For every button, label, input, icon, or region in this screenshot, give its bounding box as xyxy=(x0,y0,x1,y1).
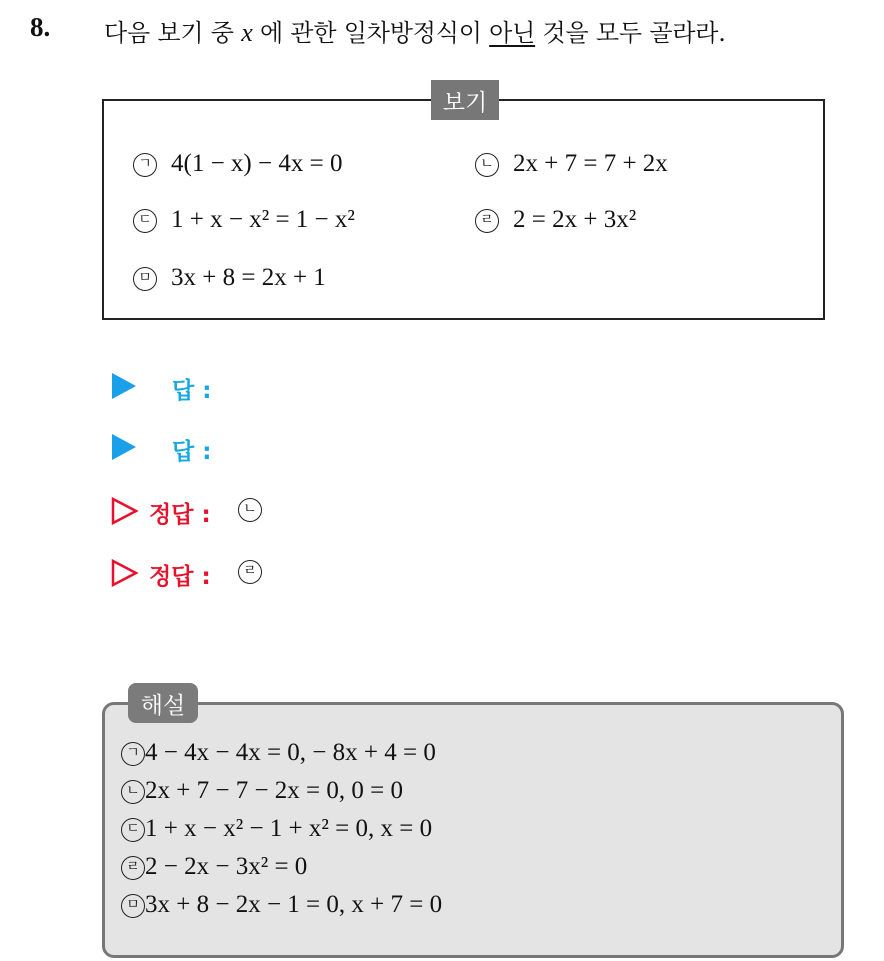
explanation-line xyxy=(121,853,307,881)
play-triangle-icon xyxy=(112,373,136,399)
explanation-line xyxy=(121,891,442,919)
question-underlined-word: 아닌 xyxy=(489,19,536,47)
circled-letter-icon: ㅁ xyxy=(121,894,145,918)
circled-letter-icon: ㄱ xyxy=(121,742,145,766)
correct-answer-label: 정답 : xyxy=(149,564,211,590)
question-text-before: 다음 보기 중 xyxy=(104,19,242,47)
question-text-middle: 에 관한 일차방정식이 xyxy=(252,19,490,47)
explanation-text: 2 − 2x − 3x² = 0 xyxy=(145,853,308,880)
explanation-text: 4 − 4x − 4x = 0, − 8x + 4 = 0 xyxy=(145,739,436,766)
question-text xyxy=(104,13,726,48)
bogi-item xyxy=(133,150,342,178)
answer-label: 답 : xyxy=(172,378,212,404)
bogi-item xyxy=(133,264,326,292)
explanation-line xyxy=(121,815,432,843)
explanation-line xyxy=(121,739,436,767)
circled-letter-icon: ㄹ xyxy=(121,856,145,880)
explanation-line xyxy=(121,777,403,805)
explanation-label: 해설 xyxy=(128,683,198,723)
explanation-text: 3x + 8 − 2x − 1 = 0, x + 7 = 0 xyxy=(145,891,443,918)
outline-triangle-icon xyxy=(111,559,139,587)
bogi-equation: 1 + x − x² = 1 − x² xyxy=(171,206,355,233)
bogi-equation: 3x + 8 = 2x + 1 xyxy=(171,264,326,291)
bogi-equation: 2 = 2x + 3x² xyxy=(513,206,637,233)
bogi-item xyxy=(133,206,355,234)
circled-letter-icon: ㅁ xyxy=(133,267,157,291)
question-text-after: 것을 모두 골라라. xyxy=(535,19,726,47)
correct-answer-mark: ㄹ xyxy=(238,560,262,584)
circled-letter-icon: ㄹ xyxy=(475,209,499,233)
correct-answer-label: 정답 : xyxy=(149,502,211,528)
circled-letter-icon: ㄱ xyxy=(133,153,157,177)
bogi-equation: 4(1 − x) − 4x = 0 xyxy=(171,150,343,177)
correct-answer-mark: ㄴ xyxy=(238,498,262,522)
circled-letter-icon: ㄷ xyxy=(121,818,145,842)
outline-triangle-icon xyxy=(111,497,139,525)
circled-letter-icon: ㄷ xyxy=(133,209,157,233)
bogi-label: 보기 xyxy=(431,80,499,120)
bogi-equation: 2x + 7 = 7 + 2x xyxy=(513,150,668,177)
bogi-item xyxy=(475,206,636,234)
circled-letter-icon: ㄴ xyxy=(475,153,499,177)
question-variable: x xyxy=(241,18,253,47)
answer-label: 답 : xyxy=(172,439,212,465)
explanation-text: 2x + 7 − 7 − 2x = 0, 0 = 0 xyxy=(145,777,403,804)
explanation-text: 1 + x − x² − 1 + x² = 0, x = 0 xyxy=(145,815,433,842)
play-triangle-icon xyxy=(112,434,136,460)
question-number: 8. xyxy=(30,12,51,42)
circled-letter-icon: ㄴ xyxy=(121,780,145,804)
bogi-item xyxy=(475,150,668,178)
